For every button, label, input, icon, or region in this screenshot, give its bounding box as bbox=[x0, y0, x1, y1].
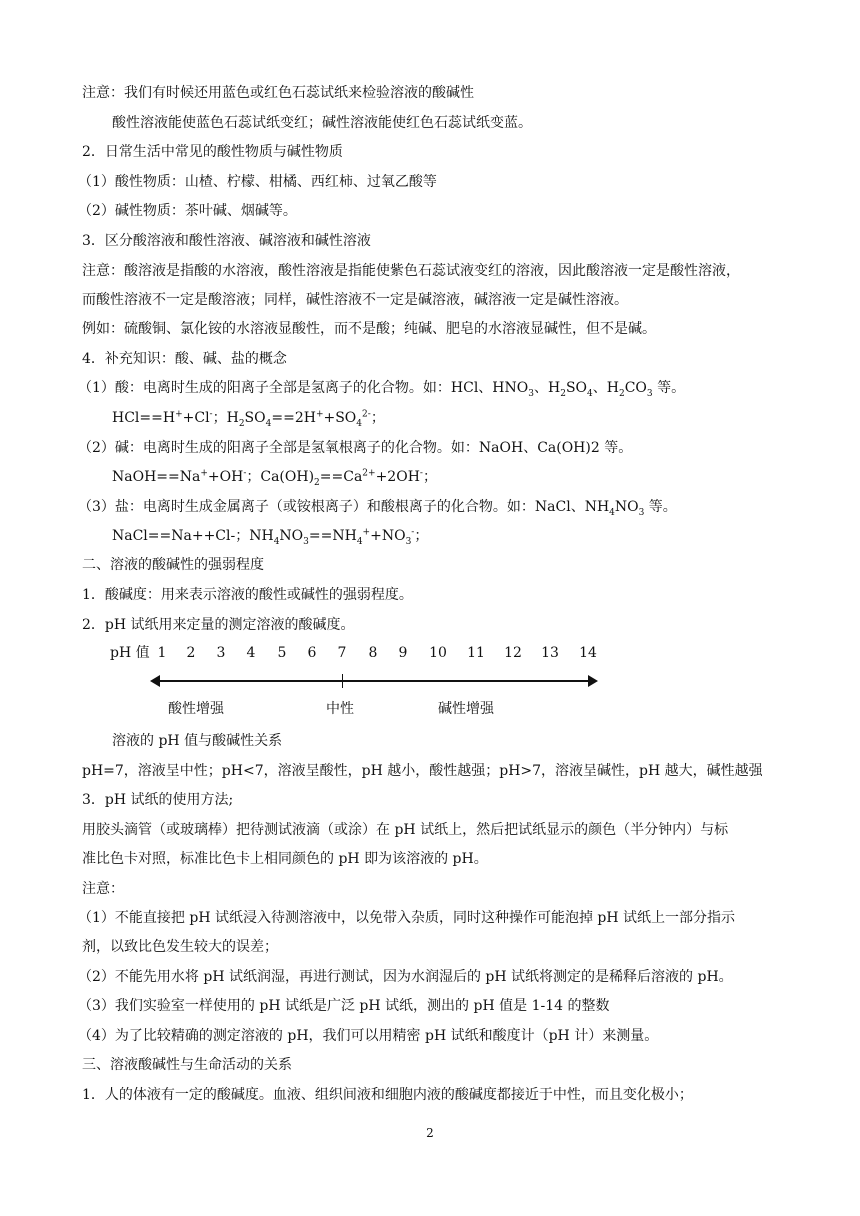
section-heading: 3．pH 试纸的使用方法; bbox=[82, 792, 234, 808]
salt-equation: NaCl==Na++Cl-；$NH_4NO_3==NH_4^++NO_3^-$； bbox=[112, 527, 429, 547]
left-arrow-icon bbox=[150, 675, 160, 687]
ph-tick-label: 10 bbox=[429, 645, 447, 661]
neutral-tick-mark bbox=[342, 674, 343, 688]
text-line: 例如：硫酸铜、氯化铵的水溶液显酸性，而不是酸；纯碱、肥皂的水溶液显碱性，但不是碱。 bbox=[82, 321, 656, 337]
salt-definition: （3）盐：电离时生成金属离子（或铵根离子）和酸根离子的化合物。如：NaCl、$NH_4NO_3$ 等。 bbox=[78, 499, 677, 518]
text-line: pH=7，溶液呈中性；pH<7，溶液呈酸性，pH 越小，酸性越强；pH>7，溶液呈碱性，pH 越大，碱性越强 bbox=[82, 763, 763, 779]
text-line: 2．pH 试纸用来定量的测定溶液的酸碱度。 bbox=[82, 617, 355, 633]
ph-tick-label: 6 bbox=[307, 645, 317, 661]
section-heading: 二、溶液的酸碱性的强弱程度 bbox=[82, 557, 264, 573]
text-line: 1．酸碱度：用来表示溶液的酸性或碱性的强弱程度。 bbox=[82, 587, 413, 603]
ph-scale-label: pH 值 bbox=[110, 645, 150, 661]
base-definition: （2）碱：电离时生成的阳离子全部是氢氧根离子的化合物。如：NaOH、Ca(OH)2 等。 bbox=[78, 440, 633, 456]
section-heading: 4．补充知识：酸、碱、盐的概念 bbox=[82, 351, 287, 367]
ph-tick-label: 12 bbox=[504, 645, 522, 661]
ph-tick-label: 13 bbox=[541, 645, 559, 661]
base-direction-label: 碱性增强 bbox=[438, 701, 494, 717]
text-line: 剂，以致比色发生较大的误差； bbox=[82, 939, 278, 955]
section-heading: 2．日常生活中常见的酸性物质与碱性物质 bbox=[82, 144, 343, 160]
ph-axis-line bbox=[154, 680, 594, 682]
ph-tick-label: 9 bbox=[398, 645, 408, 661]
text-line: 注意：酸溶液是指酸的水溶液，酸性溶液是指能使紫色石蕊试液变红的溶液，因此酸溶液一定是酸性溶液， bbox=[82, 263, 740, 279]
acid-definition: （1）酸：电离时生成的阳离子全部是氢离子的化合物。如：HCl、$HNO_3$、$H_2SO_4$、$H_2CO_3$ 等。 bbox=[78, 380, 686, 399]
text-line: 用胶头滴管（或玻璃棒）把待测试液滴（或涂）在 pH 试纸上，然后把试纸显示的颜色（半分钟内）与标 bbox=[82, 822, 729, 838]
ph-tick-label: 8 bbox=[368, 645, 378, 661]
text-line: 1．人的体液有一定的酸碱度。血液、组织间液和细胞内液的酸碱度都接近于中性，而且变化极小； bbox=[82, 1087, 693, 1103]
ph-scale-diagram bbox=[110, 644, 610, 734]
acid-equation: HCl==H++Cl-；$H_2SO_4==2H^++SO_4^{2-}$； bbox=[112, 409, 385, 429]
text-line: （1）不能直接把 pH 试纸浸入待测溶液中，以免带入杂质，同时这种操作可能泡掉 pH 试纸上一部分指示 bbox=[78, 910, 736, 926]
section-heading: 3．区分酸溶液和酸性溶液、碱溶液和碱性溶液 bbox=[82, 233, 371, 249]
ph-tick-label: 2 bbox=[186, 645, 196, 661]
ph-tick-label: 5 bbox=[277, 645, 287, 661]
ph-tick-label: 3 bbox=[216, 645, 226, 661]
text-line: 注意： bbox=[82, 881, 124, 897]
text-line: （3）我们实验室一样使用的 pH 试纸是广泛 pH 试纸，测出的 pH 值是 1-14 的整数 bbox=[78, 998, 610, 1014]
text-line: （2）碱性物质：茶叶碱、烟碱等。 bbox=[78, 203, 297, 219]
text-line: 注意：我们有时候还用蓝色或红色石蕊试纸来检验溶液的酸碱性 bbox=[82, 85, 474, 101]
text-line: （1）酸性物质：山楂、柠檬、柑橘、西红柿、过氧乙酸等 bbox=[78, 174, 437, 190]
ph-tick-label: 1 bbox=[157, 645, 167, 661]
text-line: 酸性溶液能使蓝色石蕊试纸变红；碱性溶液能使红色石蕊试纸变蓝。 bbox=[112, 115, 532, 131]
text-line: 而酸性溶液不一定是酸溶液；同样，碱性溶液不一定是碱溶液，碱溶液一定是碱性溶液。 bbox=[82, 292, 628, 308]
neutral-label: 中性 bbox=[326, 701, 354, 717]
ph-tick-label: 11 bbox=[467, 645, 485, 661]
ph-tick-label: 7 bbox=[337, 645, 347, 661]
diagram-caption: 溶液的 pH 值与酸碱性关系 bbox=[112, 733, 283, 749]
text-line: （4）为了比较精确的测定溶液的 pH，我们可以用精密 pH 试纸和酸度计（pH 计）来测量。 bbox=[78, 1028, 659, 1044]
base-equation: NaOH==Na++OH-；$Ca(OH)_2==Ca^{2+}+2OH^-$； bbox=[112, 468, 437, 488]
page-number: 2 bbox=[426, 1126, 434, 1140]
right-arrow-icon bbox=[588, 675, 598, 687]
ph-tick-label: 14 bbox=[579, 645, 597, 661]
acid-direction-label: 酸性增强 bbox=[168, 701, 224, 717]
text-line: 准比色卡对照，标准比色卡上相同颜色的 pH 即为该溶液的 pH。 bbox=[82, 851, 488, 867]
ph-tick-label: 4 bbox=[246, 645, 256, 661]
section-heading: 三、溶液酸碱性与生命活动的关系 bbox=[82, 1057, 292, 1073]
text-line: （2）不能先用水将 pH 试纸润湿，再进行测试，因为水润湿后的 pH 试纸将测定的是稀释后溶液的 pH。 bbox=[78, 969, 733, 985]
